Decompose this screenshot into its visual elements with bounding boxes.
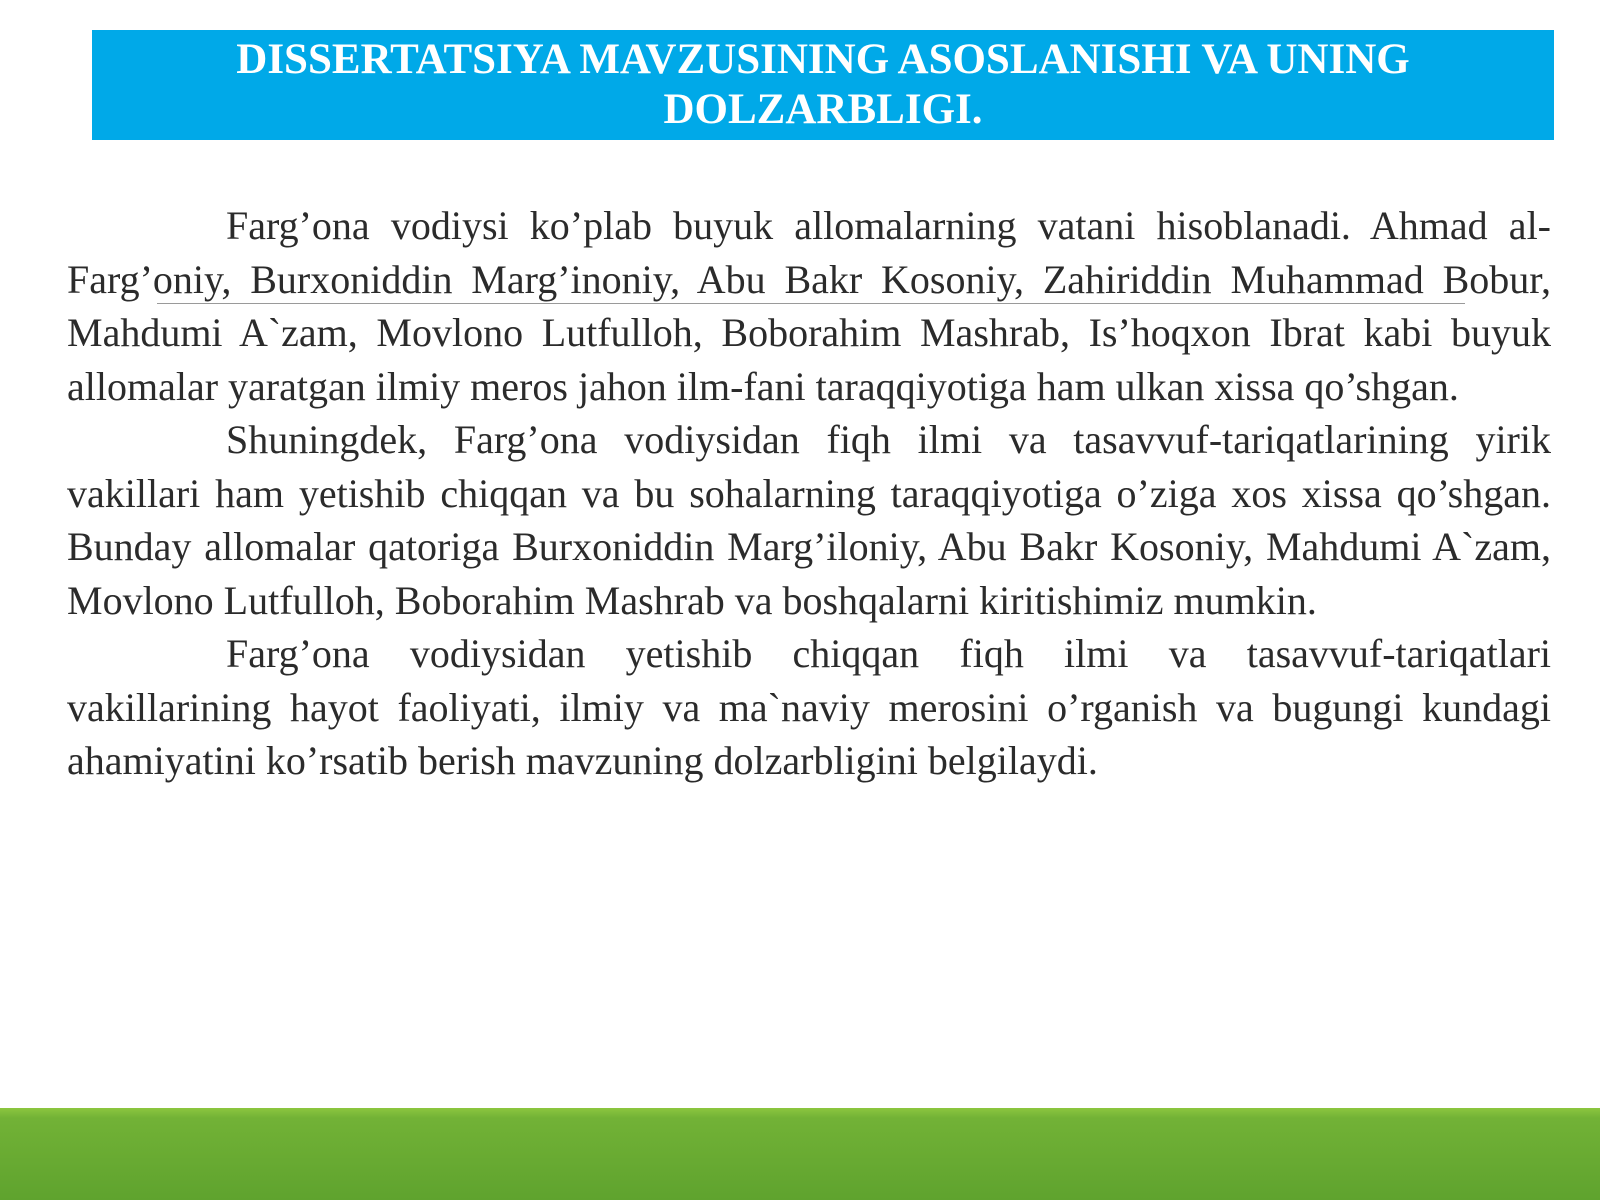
slide-body — [67, 199, 1551, 788]
slide-title: DISSERTATSIYA MAVZUSINING ASOSLANISHI VA UNING DOLZARBLIGI. — [236, 36, 1410, 133]
divider-line — [157, 303, 1465, 304]
paragraph-3: Farg’ona vodiysidan yetishib chiqqan fiqh ilmi va tasavvuf-tariqatlari vakillarining hayot faoliyati, ilmiy va ma`naviy merosini o’rganish va bugungi kundagi ahamiyatini ko’rsatib berish mavzuning dolzarbligini belgilaydi. — [67, 631, 1551, 783]
title-bar — [92, 30, 1554, 140]
paragraph-1: Farg’ona vodiysi ko’plab buyuk allomalarning vatani hisoblanadi. Ahmad al-Farg’oniy, Burxoniddin Marg’inoniy, Abu Bakr Kosoniy, Zahiriddin Muhammad Bobur, Mahdumi A`zam, Movlono Lutfulloh, Boborahim Mashrab, Is’hoqxon Ibrat kabi buyuk allomalar yaratgan ilmiy meros jahon ilm-fani taraqqiyotiga ham ulkan xissa qo’shgan. — [67, 203, 1551, 409]
paragraph-2: Shuningdek, Farg’ona vodiysidan fiqh ilmi va tasavvuf-tariqatlarining yirik vakillari ham yetishib chiqqan va bu sohalarning taraqqiyotiga o’ziga xos xissa qo’shgan. Bunday allomalar qatoriga Burxoniddin Marg’iloniy, Abu Bakr Kosoniy, Mahdumi A`zam, Movlono Lutfulloh, Boborahim Mashrab va boshqalarni kiritishimiz mumkin. — [67, 417, 1551, 623]
footer-bar — [0, 1108, 1600, 1200]
